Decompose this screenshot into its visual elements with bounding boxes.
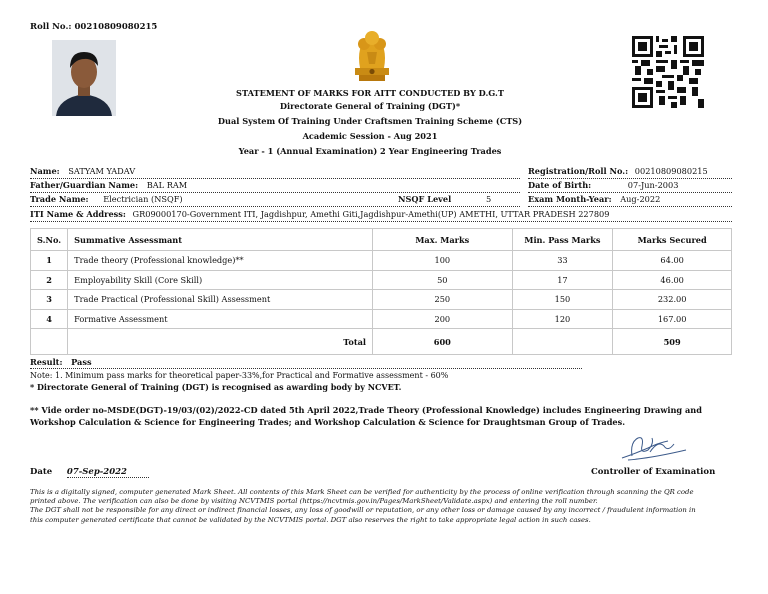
issue-date: 07-Sep-2022	[67, 467, 149, 478]
col-sno: S.No.	[31, 229, 68, 251]
table-row: 1 Trade theory (Professional knowledge)** 100 33 64.00	[31, 251, 732, 271]
trade-row: Trade Name: Electrician (NSQF) NSQF Level 5	[30, 194, 520, 207]
total-max-marks: 600	[373, 329, 513, 355]
iti-row: ITI Name & Address: GR09000170-Government ITI, Jagdishpur, Amethi Giti,Jagdishpur-Amethi(UP) AMETHI, UTTAR PRADESH 227809	[30, 209, 732, 222]
col-min-pass: Min. Pass Marks	[512, 229, 613, 251]
col-assessment: Summative Assessmant	[68, 229, 373, 251]
academic-session: Academic Session - Aug 2021	[302, 131, 438, 141]
total-row	[31, 329, 732, 355]
vide-order-line1: ** Vide order no-MSDE(DGT)-19/03/(02)/2022-CD dated 5th April 2022,Trade Theory (Professional Knowledge) includes Engineering Drawing and	[30, 405, 702, 415]
guardian-name: BAL RAM	[146, 180, 188, 190]
signature-image	[618, 432, 690, 464]
registration-number: 00210809080215	[634, 166, 708, 176]
qr-code	[632, 36, 704, 108]
col-marks-secured: Marks Secured	[613, 229, 732, 251]
note-awarding-body: * Directorate General of Training (DGT) is recognised as awarding body by NCVET.	[30, 382, 402, 392]
date-row: Date 07-Sep-2022	[30, 467, 149, 478]
scheme-title: Dual System Of Training Under Craftsmen Training Scheme (CTS)	[217, 116, 523, 126]
table-row: 2 Employability Skill (Core Skill) 50 17 46.00	[31, 270, 732, 290]
dob-row: Date of Birth: 07-Jun-2003	[528, 180, 732, 193]
name-row: Name: SATYAM YADAV	[30, 166, 520, 179]
marks-table	[30, 228, 732, 355]
result-value: Pass	[71, 357, 92, 367]
nsqf-level: 5	[486, 194, 492, 204]
total-label: Total	[68, 329, 373, 355]
result-row: Result: Pass	[30, 357, 582, 369]
guardian-row: Father/Guardian Name: BAL RAM	[30, 180, 520, 193]
roll-number: Roll No.: 00210809080215	[30, 22, 158, 32]
disclaimer: This is a digitally signed, computer generated Mark Sheet. All contents of this Mark Sheet can be verified for authenticity by the process of online verification through scanning the QR code printed above. The verification can also be done by visiting NCVTMIS portal (https://ncvtmis.gov.in/Pages/MarkSheet/Validate.aspx) and entering the roll number. The DGT shall not be responsible for any direct or indirect financial losses, any loss of goodwill or reputation, or any other loss or damage caused by any incorrect / fraudulent information in this computer generated certificate that cannot be validated by the NCVTMIS portal. DGT also reserves the right to take appropriate legal action in such cases.	[30, 488, 696, 524]
candidate-photo	[52, 40, 116, 116]
vide-order-line2: Workshop Calculation & Science for Engineering Trades; and Workshop Calculation & Science for Draughtsman Group of Trades.	[30, 417, 626, 427]
exam-month-year: Aug-2022	[620, 194, 661, 204]
date-of-birth: 07-Jun-2003	[627, 180, 679, 190]
iti-name-address: GR09000170-Government ITI, Jagdishpur, Amethi Giti,Jagdishpur-Amethi(UP) AMETHI, UTTAR PRADESH 227809	[132, 209, 610, 219]
controller-of-examination: Controller of Examination	[591, 467, 716, 477]
table-row: 3 Trade Practical (Professional Skill) Assessment 250 150 232.00	[31, 290, 732, 310]
dgt-title: Directorate General of Training (DGT)*	[279, 101, 461, 111]
statement-title: STATEMENT OF MARKS FOR AITT CONDUCTED BY D.G.T	[236, 88, 504, 98]
candidate-name: SATYAM YADAV	[68, 166, 136, 176]
table-header-row	[31, 229, 732, 251]
table-row: 4 Formative Assessment 200 120 167.00	[31, 309, 732, 329]
national-emblem-icon	[347, 22, 397, 84]
registration-row: Registration/Roll No.: 00210809080215	[528, 166, 732, 179]
year-line: Year - 1 (Annual Examination) 2 Year Engineering Trades	[238, 146, 502, 156]
exam-row: Exam Month-Year: Aug-2022	[528, 194, 732, 207]
note-pass-marks: Note: 1. Minimum pass marks for theoretical paper-33%,for Practical and Formative assessment - 60%	[30, 371, 449, 380]
trade-name: Electrician (NSQF)	[103, 194, 183, 204]
col-max-marks: Max. Marks	[373, 229, 513, 251]
total-marks-secured: 509	[613, 329, 732, 355]
